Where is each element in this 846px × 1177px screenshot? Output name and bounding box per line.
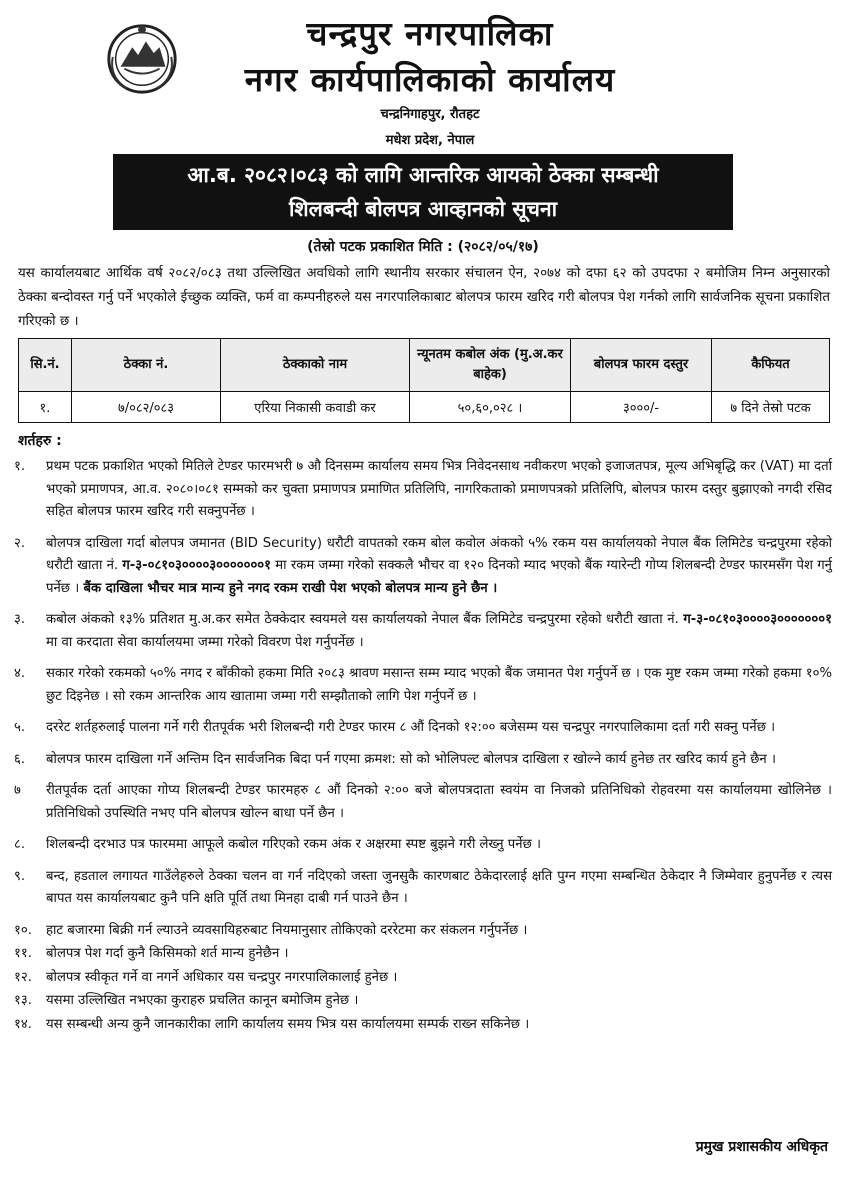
col-header-form-fee: बोलपत्र फारम दस्तुर	[571, 339, 712, 392]
col-header-contract-no: ठेक्का नं.	[72, 339, 221, 392]
office-name: नगर कार्यपालिकाको कार्यालय	[244, 60, 616, 99]
address-line2: मधेश प्रदेश, नेपाल	[385, 133, 475, 148]
term-text: प्रथम पटक प्रकाशित भएको मितिले टेण्डर फारमभरी ७ औ दिनसम्म कार्यालय समय भित्र निवेदनसाथ नवीकरण भएको इजाजतपत्र, मूल्य अभिबृद्धि कर (VAT) मा दर्ता भएको प्रमाणपत्र, आ.व. २०८०।०८१ सम्मको कर चुक्ता प्रमाणपत्र प्रमाणित प्रतिलिपि, नागरिकताको प्रमाणपत्रको प्रतिलिपि, बोलपत्र फारम दस्तुर बुझाएको नगदी रसिद सहित बोलपत्र फारम खरिद गरी सक्नुपर्नेछ ।	[46, 459, 832, 519]
term-text: रीतपूर्वक दर्ता आएका गोप्य शिलबन्दी टेण्डर फारमहरु ८ औं दिनको २:०० बजे बोलपत्रदाता स्वयंम वा निजको प्रतिनिधिको रोहवरमा यस कार्यालयमा खोलिनेछ । प्रतिनिधिको उपस्थिति नभए पनि बोलपत्र खोल्न बाधा पर्ने छैन ।	[46, 783, 832, 821]
bold-note: बैंक दाखिला भौचर मात्र मान्य हुने नगद रकम राखी पेश भएको बोलपत्र मान्य हुने छैन ।	[83, 580, 498, 596]
org-name: चन्द्रपुर नगरपालिका	[306, 14, 554, 53]
term-number: ९.	[14, 868, 26, 884]
term-item	[14, 609, 832, 654]
banner-line2: शिलबन्दी बोलपत्र आव्हानको सूचना	[288, 197, 558, 221]
term-item	[14, 533, 832, 601]
term-text: बोलपत्र पेश गर्दा कुनै किसिमको शर्त मान्य हुनेछैन ।	[46, 946, 289, 961]
account-number: ग-३-०८१०३००००३०००००००१	[122, 558, 272, 573]
term-item	[14, 663, 832, 708]
term-number: १०.	[14, 922, 32, 938]
cell-min-bid: ५०,६०,०२८ ।	[410, 392, 571, 423]
term-number: ४.	[14, 666, 26, 681]
account-number: ग-३-०८१०३००००३०००००००१	[683, 612, 832, 627]
term-number: ११.	[14, 946, 32, 961]
term-item	[14, 990, 832, 1013]
term-item	[14, 920, 832, 943]
address-line1: चन्द्रनिगाहपुर, रौतहट	[380, 107, 480, 122]
term-item	[14, 866, 832, 911]
table-row	[19, 392, 830, 423]
term-text: सकार गरेको रकमको ५०% नगद र बाँकीको हकमा मिति २०८३ श्रावण मसान्त सम्म म्याद भएको बैंक जमानत पेश गर्नुपर्ने छ । एक मुष्ट रकम जम्मा गरेको हकमा १०% छुट दिइनेछ । सो रकम आन्तरिक आय खातामा जम्मा गरी सम्झौताको लागि पेश गर्नुपर्ने छ ।	[46, 666, 832, 704]
term-text: शिलबन्दी दरभाउ पत्र फारममा आफूले कबोल गरिएको रकम अंक र अक्षरमा स्पष्ट बुझने गरी लेख्नु पर्नेछ ।	[46, 837, 542, 852]
header	[0, 0, 846, 150]
term-number: ५.	[14, 720, 26, 735]
term-number: १३.	[14, 993, 32, 1008]
term-text: हाट बजारमा बिक्री गर्न ल्याउने व्यवसायिहरुबाट नियमानुसार तोकिएको दररेटमा कर संकलन गर्नुपर्नेछ ।	[46, 922, 528, 938]
term-text: बन्द, हडताल लगायत गाउँलेहरुले ठेक्का चलन वा गर्न नदिएको जस्ता जुनसुकै कारणबाट ठेकेदारलाई क्षति पुग्न गएमा सम्बन्धित ठेकेदार नै जिम्मेवार हुनुपर्नेछ र त्यस बापत यस कार्यालयबाट कुनै पनि क्षति पूर्ति तथा मिनहा दाबी गर्न पाउने छैन ।	[46, 868, 832, 906]
tender-table	[18, 338, 830, 423]
term-number: २.	[14, 535, 26, 551]
cell-remarks: ७ दिने तेस्रो पटक	[712, 392, 830, 423]
banner-line1: आ.ब. २०८२।०८३ को लागि आन्तरिक आयको ठेक्का सम्बन्धी	[187, 163, 659, 187]
cell-contract-name: एरिया निकासी कवाडी कर	[221, 392, 410, 423]
term-text: बोलपत्र फारम दाखिला गर्ने अन्तिम दिन सार्वजनिक बिदा पर्न गएमा क्रमश: सो को भोलिपल्ट बोलपत्र दाखिला र खोल्ने कार्य हुनेछ तर खरिद कार्य हुने छैन ।	[46, 751, 776, 767]
cell-contract-no: ७/०८२/०८३	[72, 392, 221, 423]
notice-title-banner	[113, 154, 733, 230]
term-item	[14, 943, 832, 966]
cell-form-fee: ३०००/-	[571, 392, 712, 423]
term-number: १४.	[14, 1016, 32, 1032]
term-number: ७	[14, 783, 21, 798]
term-item	[14, 749, 832, 772]
terms-title: शर्तहरु :	[18, 433, 62, 449]
term-text: यस सम्बन्धी अन्य कुनै जानकारीका लागि कार्यालय समय भित्र यस कार्यालयमा सम्पर्क राख्न सकिनेछ ।	[46, 1016, 530, 1032]
term-text: बोलपत्र स्वीकृत गर्ने वा नगर्ने अधिकार यस चन्द्रपुर नगरपालिकालाई हुनेछ ।	[46, 969, 398, 985]
term-item	[14, 1014, 832, 1037]
term-text: कबोल अंकको १३% प्रतिशत मु.अ.कर समेत ठेक्केदार स्वयमले यस कार्यालयको नेपाल बैंक लिमिटेड चन्द्रपुरमा रहेको धरौटी खाता नं. ग-३-०८१०३००००३०००००००१ मा वा करदाता सेवा कार्यालयमा जम्मा गरेको विवरण पेश गर्नुपर्नेछ ।	[46, 612, 832, 650]
term-item	[14, 834, 832, 857]
cell-sn: १.	[19, 392, 72, 423]
terms-list	[14, 456, 832, 1037]
term-text: दररेट शर्तहरुलाई पालना गर्ने गरी रीतपूर्वक भरी शिलबन्दी गरी टेण्डर फारम ८ औं दिनको १२:०० बजेसम्म यस चन्द्रपुर नगरपालिकामा दर्ता गरी सक्नु पर्नेछ ।	[46, 720, 776, 735]
term-item	[14, 967, 832, 990]
term-item	[14, 717, 832, 740]
table-header-row	[19, 339, 830, 392]
term-number: ३.	[14, 612, 26, 627]
col-header-contract-name: ठेक्काको नाम	[221, 339, 410, 392]
term-number: ८.	[14, 837, 26, 852]
intro-paragraph: यस कार्यालयबाट आर्थिक वर्ष २०८२/०८३ तथा उल्लिखित अवधिको लागि स्थानीय सरकार संचालन ऐन, २०७४ को दफा ६२ को उपदफा २ बमोजिम निम्न अनुसारको ठेक्का बन्दोवस्त गर्नु पर्ने भएकोले ईच्छुक व्यक्ति, फर्म वा कम्पनीहरुले यस नगरपालिकाबाट बोलपत्र फारम खरिद गरी बोलपत्र पेश गर्नको लागि सार्वजनिक सूचना प्रकाशित गरिएको छ ।	[18, 266, 830, 329]
publication-date: (तेस्रो पटक प्रकाशित मिति : (२०८२/०५/१७)	[307, 239, 539, 255]
col-header-min-bid: न्यूनतम कबोल अंक (मु.अ.कर बाहेक)	[410, 339, 571, 392]
term-text: बोलपत्र दाखिला गर्दा बोलपत्र जमानत (BID Security) धरौटी वापतको रकम बोल कवोल अंकको ५% रकम यस कार्यालयको नेपाल बैंक लिमिटेड चन्द्रपुरमा रहेको धरौटी खाता नं. ग-३-०८१०३००००३०००००००१ मा रकम जम्मा गरेको सक्कलै भौचर वा १२० दिनको म्याद भएको बैंक ग्यारेन्टी गोप्य शिलबन्दी टेण्डर फारमसँग पेश गर्नु पर्नेछ । बैंक दाखिला भौचर मात्र मान्य हुने नगद रकम राखी पेश भएको बोलपत्र मान्य हुने छैन ।	[46, 535, 832, 596]
term-item	[14, 780, 832, 825]
col-header-remarks: कैफियत	[712, 339, 830, 392]
term-number: १.	[14, 459, 26, 474]
term-item	[14, 456, 832, 524]
signature-designation: प्रमुख प्रशासकीय अधिकृत	[695, 1139, 828, 1155]
term-number: ६.	[14, 751, 26, 767]
term-text: यसमा उल्लिखित नभएका कुराहरु प्रचलित कानून बमोजिम हुनेछ ।	[46, 993, 359, 1008]
col-header-sn: सि.नं.	[19, 339, 72, 392]
term-number: १२.	[14, 969, 32, 985]
